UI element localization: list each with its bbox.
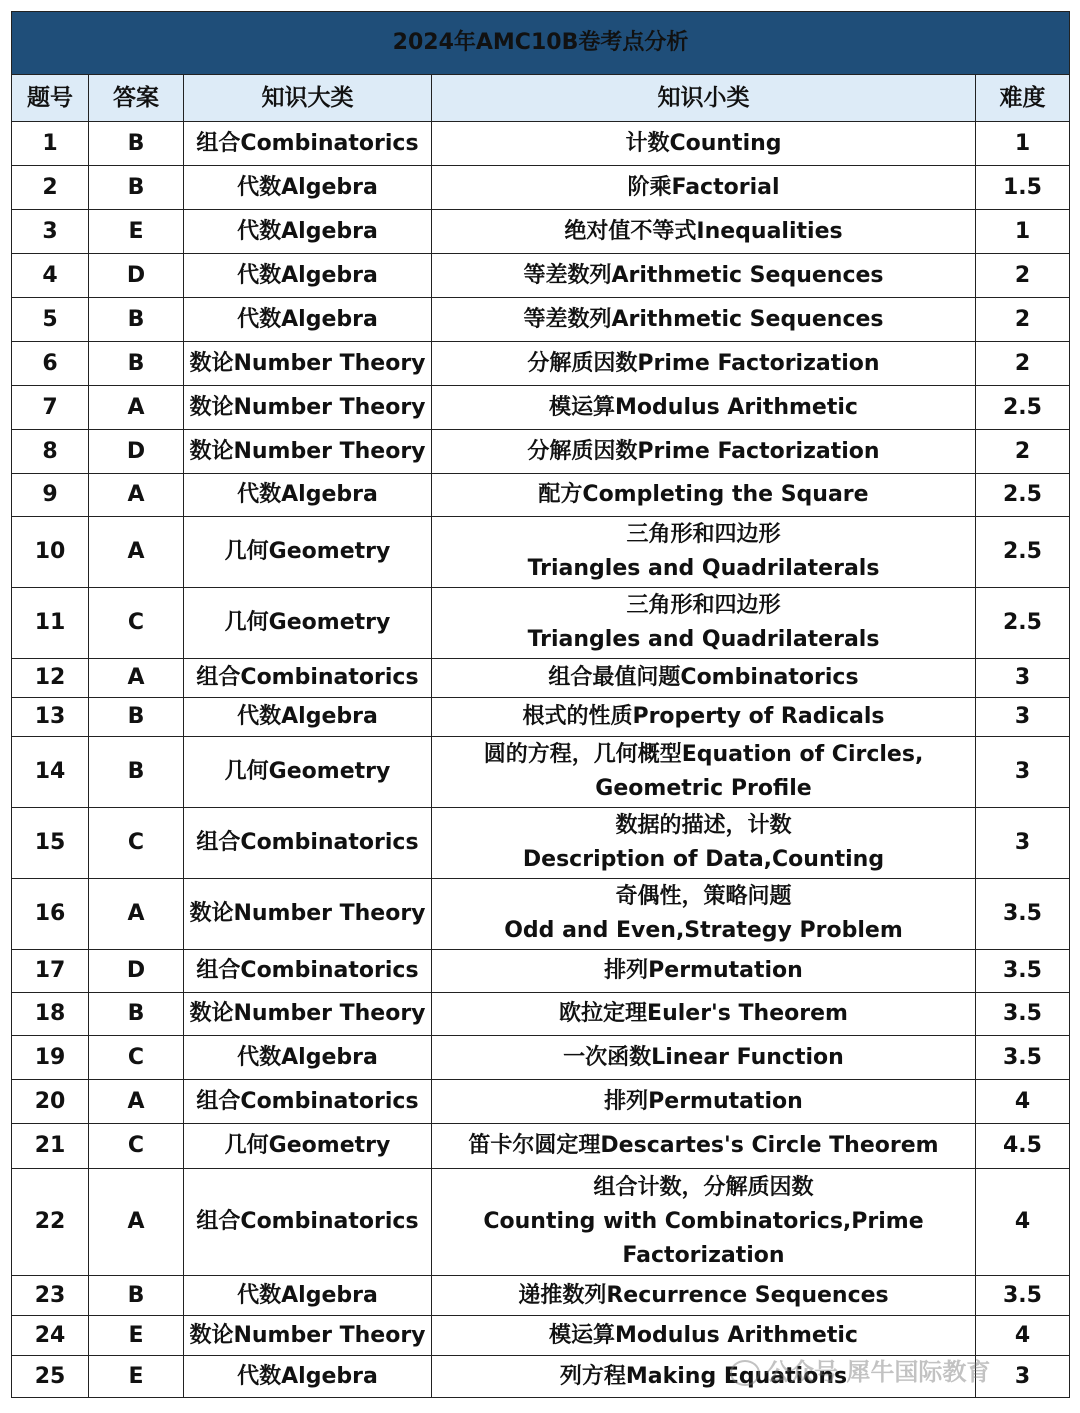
cell-number: 13: [12, 698, 89, 737]
cell-difficulty: 2.5: [976, 517, 1070, 588]
cell-answer: B: [89, 298, 184, 342]
cell-answer: C: [89, 808, 184, 879]
subcategory-line: Triangles and Quadrilaterals: [527, 627, 880, 652]
cell-difficulty: 2: [976, 342, 1070, 386]
cell-number: 25: [12, 1356, 89, 1398]
cell-subcategory: [432, 588, 976, 659]
cell-number: 2: [12, 166, 89, 210]
subcategory-line: 分解质因数Prime Factorization: [527, 438, 880, 464]
subcategory-line: 配方Completing the Square: [538, 482, 869, 507]
header-category: 知识大类: [184, 75, 432, 122]
subcategory-line: 绝对值不等式Inequalities: [564, 218, 843, 244]
table-row: [12, 122, 1070, 166]
table-row: [12, 1276, 1070, 1316]
cell-subcategory: [432, 342, 976, 386]
cell-number: 4: [12, 254, 89, 298]
cell-category: 数论Number Theory: [184, 879, 432, 950]
cell-subcategory: [432, 993, 976, 1036]
cell-category: 代数Algebra: [184, 1356, 432, 1398]
cell-number: 6: [12, 342, 89, 386]
cell-category: 代数Algebra: [184, 1036, 432, 1080]
cell-difficulty: 2.5: [976, 474, 1070, 517]
subcategory-line: Triangles and Quadrilaterals: [527, 556, 880, 581]
cell-number: 3: [12, 210, 89, 254]
cell-subcategory: [432, 1124, 976, 1169]
cell-number: 17: [12, 950, 89, 993]
cell-category: 几何Geometry: [184, 517, 432, 588]
table-row: [12, 254, 1070, 298]
cell-difficulty: 3: [976, 698, 1070, 737]
cell-subcategory: [432, 210, 976, 254]
cell-answer: E: [89, 1316, 184, 1356]
table-row: [12, 386, 1070, 430]
cell-subcategory: [432, 808, 976, 879]
subcategory-line: 计数Counting: [625, 130, 782, 156]
cell-number: 10: [12, 517, 89, 588]
cell-category: 代数Algebra: [184, 254, 432, 298]
cell-subcategory: [432, 950, 976, 993]
cell-number: 20: [12, 1080, 89, 1124]
cell-number: 15: [12, 808, 89, 879]
cell-answer: B: [89, 993, 184, 1036]
cell-number: 18: [12, 993, 89, 1036]
cell-difficulty: 3.5: [976, 993, 1070, 1036]
subcategory-line: Geometric Profile: [595, 776, 812, 801]
cell-subcategory: [432, 122, 976, 166]
cell-category: 代数Algebra: [184, 298, 432, 342]
subcategory-line: Counting with Combinatorics,Prime: [483, 1209, 924, 1234]
cell-difficulty: 3: [976, 737, 1070, 808]
cell-difficulty: 1: [976, 210, 1070, 254]
subcategory-line: 排列Permutation: [604, 1088, 803, 1114]
table-row: [12, 517, 1070, 588]
cell-difficulty: 4: [976, 1316, 1070, 1356]
cell-difficulty: 1.5: [976, 166, 1070, 210]
subcategory-line: 三角形和四边形: [626, 593, 781, 618]
cell-subcategory: [432, 298, 976, 342]
subcategory-line: 列方程Making Equations: [559, 1363, 848, 1389]
header-row: [12, 75, 1070, 122]
cell-answer: B: [89, 737, 184, 808]
subcategory-line: 组合计数，分解质因数: [593, 1175, 814, 1200]
subcategory-line: 递推数列Recurrence Sequences: [518, 1282, 889, 1308]
cell-number: 1: [12, 122, 89, 166]
subcategory-line: 分解质因数Prime Factorization: [527, 350, 880, 376]
table-row: [12, 210, 1070, 254]
cell-answer: B: [89, 1276, 184, 1316]
subcategory-line: 根式的性质Property of Radicals: [522, 704, 885, 729]
cell-category: 数论Number Theory: [184, 386, 432, 430]
subcategory-line: 笛卡尔圆定理Descartes's Circle Theorem: [468, 1133, 939, 1158]
cell-number: 11: [12, 588, 89, 659]
cell-difficulty: 2: [976, 298, 1070, 342]
cell-subcategory: [432, 737, 976, 808]
subcategory-line: Odd and Even,Strategy Problem: [504, 918, 903, 943]
subcategory-line: 数据的描述，计数: [615, 813, 792, 838]
table-body: [12, 122, 1070, 1398]
subcategory-line: 排列Permutation: [604, 958, 803, 983]
table-row: [12, 588, 1070, 659]
cell-subcategory: [432, 698, 976, 737]
cell-category: 组合Combinatorics: [184, 1169, 432, 1276]
cell-category: 几何Geometry: [184, 1124, 432, 1169]
cell-number: 23: [12, 1276, 89, 1316]
cell-difficulty: 4: [976, 1169, 1070, 1276]
cell-difficulty: 3.5: [976, 1036, 1070, 1080]
subcategory-line: 模运算Modulus Arithmetic: [549, 1322, 858, 1348]
cell-answer: D: [89, 254, 184, 298]
table-title: 2024年AMC10B卷考点分析: [12, 12, 1070, 75]
cell-answer: A: [89, 517, 184, 588]
cell-subcategory: [432, 1169, 976, 1276]
cell-category: 数论Number Theory: [184, 1316, 432, 1356]
table-row: [12, 993, 1070, 1036]
subcategory-line: 等差数列Arithmetic Sequences: [523, 262, 884, 288]
cell-difficulty: 2.5: [976, 588, 1070, 659]
header-number: 题号: [12, 75, 89, 122]
cell-category: 几何Geometry: [184, 737, 432, 808]
cell-subcategory: [432, 254, 976, 298]
cell-category: 组合Combinatorics: [184, 808, 432, 879]
cell-category: 代数Algebra: [184, 1276, 432, 1316]
cell-difficulty: 4: [976, 1080, 1070, 1124]
cell-number: 8: [12, 430, 89, 474]
table-row: [12, 474, 1070, 517]
cell-answer: B: [89, 698, 184, 737]
table-row: [12, 879, 1070, 950]
cell-subcategory: [432, 1356, 976, 1398]
cell-answer: A: [89, 659, 184, 698]
header-difficulty: 难度: [976, 75, 1070, 122]
header-answer: 答案: [89, 75, 184, 122]
cell-difficulty: 3.5: [976, 1276, 1070, 1316]
cell-subcategory: [432, 1316, 976, 1356]
cell-answer: D: [89, 950, 184, 993]
subcategory-line: 模运算Modulus Arithmetic: [549, 394, 858, 420]
cell-number: 21: [12, 1124, 89, 1169]
subcategory-line: Factorization: [622, 1243, 785, 1268]
cell-category: 几何Geometry: [184, 588, 432, 659]
cell-subcategory: [432, 659, 976, 698]
subcategory-line: Description of Data,Counting: [522, 847, 885, 872]
table-row: [12, 166, 1070, 210]
cell-subcategory: [432, 386, 976, 430]
cell-difficulty: 3: [976, 808, 1070, 879]
table-row: [12, 342, 1070, 386]
cell-answer: A: [89, 474, 184, 517]
cell-answer: B: [89, 166, 184, 210]
cell-difficulty: 2: [976, 430, 1070, 474]
cell-subcategory: [432, 1080, 976, 1124]
cell-category: 组合Combinatorics: [184, 1080, 432, 1124]
cell-answer: C: [89, 1036, 184, 1080]
cell-answer: E: [89, 1356, 184, 1398]
table-row: [12, 659, 1070, 698]
subcategory-line: 一次函数Linear Function: [563, 1044, 844, 1070]
cell-number: 5: [12, 298, 89, 342]
table-row: [12, 1080, 1070, 1124]
cell-difficulty: 3: [976, 659, 1070, 698]
cell-answer: C: [89, 1124, 184, 1169]
table-row: [12, 1316, 1070, 1356]
cell-difficulty: 1: [976, 122, 1070, 166]
cell-difficulty: 4.5: [976, 1124, 1070, 1169]
cell-subcategory: [432, 517, 976, 588]
subcategory-line: 阶乘Factorial: [627, 174, 780, 200]
watermark-text: 公众号 犀牛国际教育: [766, 1358, 991, 1386]
table-row: [12, 950, 1070, 993]
cell-subcategory: [432, 430, 976, 474]
cell-category: 代数Algebra: [184, 166, 432, 210]
cell-category: 组合Combinatorics: [184, 122, 432, 166]
cell-category: 代数Algebra: [184, 698, 432, 737]
table-row: [12, 1124, 1070, 1169]
subcategory-line: 圆的方程，几何概型Equation of Circles,: [483, 742, 924, 767]
header-subcategory: 知识小类: [432, 75, 976, 122]
cell-answer: D: [89, 430, 184, 474]
cell-number: 7: [12, 386, 89, 430]
table-row: [12, 698, 1070, 737]
cell-answer: A: [89, 386, 184, 430]
cell-category: 数论Number Theory: [184, 342, 432, 386]
cell-number: 9: [12, 474, 89, 517]
cell-answer: B: [89, 342, 184, 386]
table-row: [12, 1169, 1070, 1276]
cell-category: 数论Number Theory: [184, 993, 432, 1036]
subcategory-line: 三角形和四边形: [626, 522, 781, 547]
analysis-table: [11, 11, 1070, 1398]
cell-subcategory: [432, 1036, 976, 1080]
cell-number: 14: [12, 737, 89, 808]
table-row: [12, 737, 1070, 808]
cell-answer: A: [89, 879, 184, 950]
cell-subcategory: [432, 474, 976, 517]
cell-number: 22: [12, 1169, 89, 1276]
cell-answer: A: [89, 1169, 184, 1276]
cell-number: 16: [12, 879, 89, 950]
cell-difficulty: 3.5: [976, 950, 1070, 993]
cell-category: 数论Number Theory: [184, 430, 432, 474]
cell-subcategory: [432, 166, 976, 210]
table-row: [12, 808, 1070, 879]
cell-answer: A: [89, 1080, 184, 1124]
cell-number: 12: [12, 659, 89, 698]
table-row: [12, 430, 1070, 474]
cell-answer: C: [89, 588, 184, 659]
cell-subcategory: [432, 1276, 976, 1316]
cell-category: 代数Algebra: [184, 210, 432, 254]
cell-difficulty: 2: [976, 254, 1070, 298]
table-row: [12, 298, 1070, 342]
subcategory-line: 组合最值问题Combinatorics: [548, 665, 859, 690]
cell-category: 代数Algebra: [184, 474, 432, 517]
cell-category: 组合Combinatorics: [184, 659, 432, 698]
cell-number: 19: [12, 1036, 89, 1080]
cell-difficulty: 3.5: [976, 879, 1070, 950]
cell-category: 组合Combinatorics: [184, 950, 432, 993]
subcategory-line: 欧拉定理Euler's Theorem: [559, 1001, 848, 1026]
cell-answer: E: [89, 210, 184, 254]
subcategory-line: 等差数列Arithmetic Sequences: [523, 306, 884, 332]
subcategory-line: 奇偶性，策略问题: [615, 884, 792, 909]
table-row: [12, 1036, 1070, 1080]
cell-difficulty: 2.5: [976, 386, 1070, 430]
cell-answer: B: [89, 122, 184, 166]
cell-subcategory: [432, 879, 976, 950]
cell-number: 24: [12, 1316, 89, 1356]
table-row: [12, 1356, 1070, 1398]
cell-difficulty: 3: [976, 1356, 1070, 1398]
